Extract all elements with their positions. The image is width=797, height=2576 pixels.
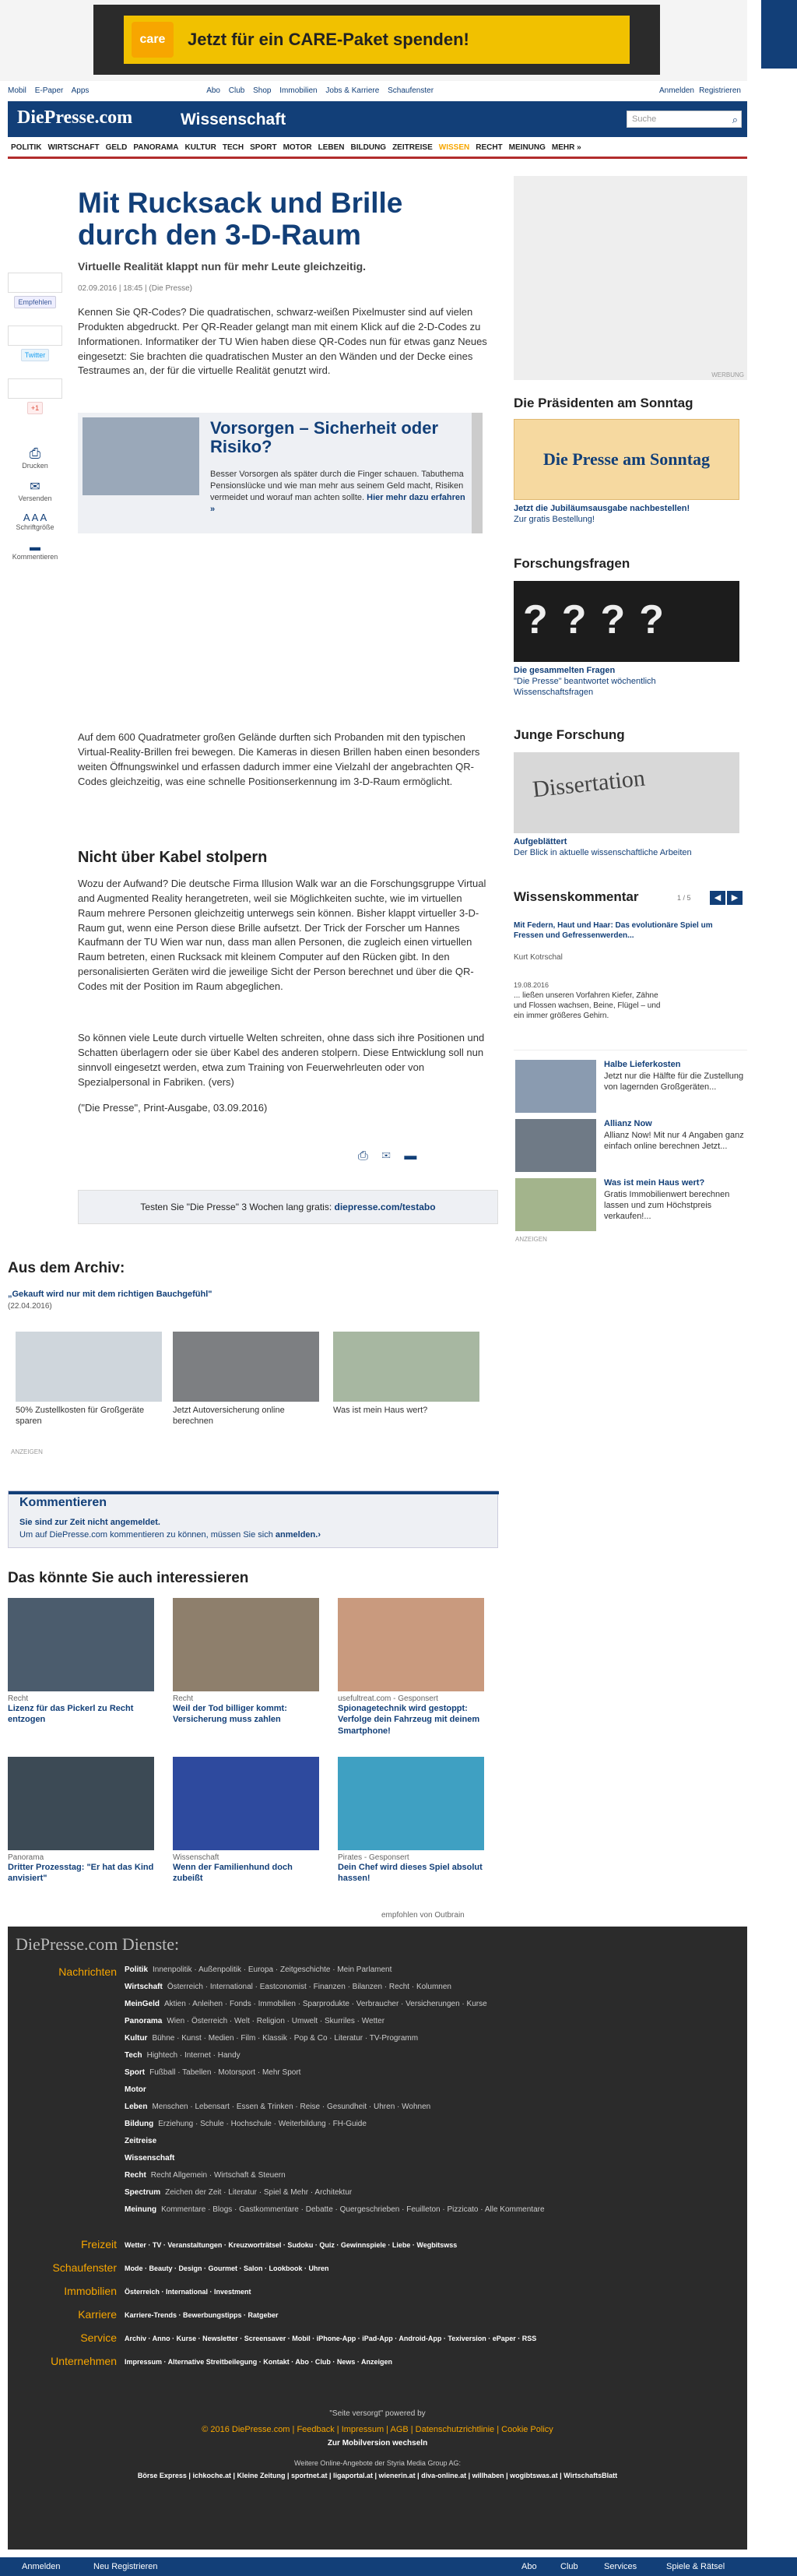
category-nav <box>8 140 747 159</box>
footer-row[interactable] <box>125 2068 300 2077</box>
article-headline: Mit Rucksack und Brille durch den 3-D-Raum <box>78 187 403 252</box>
print-icon[interactable]: ⎙ <box>29 445 41 461</box>
fontsize-icon[interactable]: A A A <box>23 512 47 523</box>
junge-link[interactable]: Aufgeblättert <box>514 837 567 846</box>
footer-row[interactable] <box>125 2137 161 2145</box>
ad-text: Gratis Immobilienwert berechnen lassen und zum Höchstpreis verkaufen!... <box>604 1190 730 1222</box>
footer-section-label: Karriere <box>78 2308 117 2321</box>
card-title[interactable]: Wenn der Familienhund doch zubeißt <box>173 1863 293 1884</box>
sidebar-ad-item[interactable] <box>514 1177 747 1233</box>
article-meta <box>78 284 192 293</box>
footer-row-head[interactable]: Sport <box>125 2068 146 2077</box>
nav-apps[interactable]: Apps <box>71 86 90 95</box>
nav-shop[interactable]: Shop <box>253 86 272 95</box>
sidebar-ad-item[interactable] <box>514 1117 747 1174</box>
junge-image-text: Dissertation <box>531 765 647 803</box>
card-category: Panorama <box>8 1853 44 1862</box>
card-title[interactable]: Was ist mein Haus wert? <box>333 1406 428 1415</box>
wk-date: 19.08.2016 <box>514 981 549 989</box>
test-link[interactable]: diepresse.com/testabo <box>334 1202 436 1212</box>
footer-section-items[interactable]: Archiv · Anno · Kurse · Newsletter · Screensaver · Mobil · iPhone-App · iPad-App · Android-App · Texiversion · ePaper · RSS <box>125 2335 537 2342</box>
section-title[interactable]: Wissenschaft <box>181 111 286 128</box>
versenden-label[interactable]: Versenden <box>18 494 52 502</box>
card-title[interactable]: Weil der Tod billiger kommt: Versicherung muss zahlen <box>173 1704 287 1725</box>
card-category: Recht <box>8 1694 29 1703</box>
footer-row-head[interactable]: Recht <box>125 2171 146 2180</box>
twitter-button[interactable]: Twitter <box>21 349 50 361</box>
footer-row[interactable] <box>125 2034 418 2043</box>
footer-styria: Weitere Online-Angebote der Styria Media Group AG: <box>294 2459 461 2467</box>
footer-section-items[interactable]: Karriere-Trends · Bewerbungstipps · Ratgeber <box>125 2311 279 2319</box>
archive-link[interactable]: „Gekauft wird nur mit dem richtigen Bauchgefühl" <box>8 1290 212 1299</box>
footer-section-items[interactable]: Österreich · International · Investment <box>125 2288 251 2296</box>
card-image <box>333 1332 479 1402</box>
care-logo: care <box>132 22 174 58</box>
promo-image <box>83 417 199 495</box>
card-title[interactable]: Spionagetechnik wird gestoppt: Verfolge dein Fahrzeug mit deinem Smartphone! <box>338 1704 480 1736</box>
card-title[interactable]: 50% Zustellkosten für Großgeräte sparen <box>16 1406 145 1427</box>
ad-image <box>515 1060 596 1113</box>
archive-card[interactable] <box>173 1332 319 1427</box>
promo-body: Besser Vorsorgen als später durch die Finger schauen. Tabuthema Pensionslücke und wie man mehr aus seinem Geld macht, Risiken vermeidet und worauf man achten sollte. <box>210 470 464 502</box>
archive-title: Aus dem Archiv: <box>8 1260 125 1276</box>
site-logo[interactable]: DiePresse.com <box>17 107 133 128</box>
drucken-label[interactable]: Drucken <box>22 462 48 470</box>
forschungsfragen-link[interactable]: Die gesammelten Fragen <box>514 666 616 675</box>
footer-styria-list[interactable]: Börse Express | ichkoche.at | Kleine Zeitung | sportnet.at | ligaportal.at | wienerin.at | diva-online.at | willhaben | wogibtswas.at | WirtschaftsBlatt <box>137 2472 618 2479</box>
card-image <box>338 1598 484 1691</box>
facebook-count <box>8 273 62 293</box>
ads-label: ANZEIGEN <box>11 1448 43 1455</box>
article-date: 02.09.2016 | 18:45 | <box>78 284 147 293</box>
card-category: Wissenschaft <box>173 1853 219 1862</box>
praesidenten-link2[interactable]: Zur gratis Bestellung! <box>514 515 595 524</box>
footer-row-items[interactable]: Innenpolitik · Außenpolitik · Europa · Zeitgeschichte · Mein Parlament <box>153 1965 392 1974</box>
footer-row-head[interactable]: Bildung <box>125 2120 154 2128</box>
footer-row-head[interactable]: Spectrum <box>125 2188 161 2197</box>
sidebar-ad-item[interactable] <box>514 1058 747 1114</box>
ad-title[interactable]: Was ist mein Haus wert? <box>604 1178 705 1188</box>
article-subhead: Nicht über Kabel stolpern <box>78 849 268 866</box>
footer-section-items[interactable]: Wetter · TV · Veranstaltungen · Kreuzworträtsel · Sudoku · Quiz · Gewinnspiele · Liebe · Wegbitswss <box>125 2241 458 2249</box>
footer-row[interactable] <box>125 2103 430 2111</box>
card-title[interactable]: Jetzt Autoversicherung online berechnen <box>173 1406 285 1427</box>
card-image <box>8 1598 154 1691</box>
footer-row[interactable] <box>125 2188 352 2197</box>
ad-text: Jetzt für ein CARE-Paket spenden! <box>188 30 469 49</box>
article-paragraph: Auf dem 600 Quadratmeter großen Gelände durften sich Probanden mit den typischen Virtual-Reality-Brillen frei bewegen. Die Kameras in diesen Brillen haben einen besonders weiten Öffnungswinkel und erfassen dadurch immer eine Vielzahl der angebrachten QR-Codes gleichzeitig, was eine schnelle Positionserkennung im 3-D-Raum ermöglicht. <box>78 731 480 787</box>
footer-row-head[interactable]: Leben <box>125 2103 148 2111</box>
footer-row-items[interactable]: Menschen · Lebensart · Essen & Trinken · Reise · Gesundheit · Uhren · Wohnen <box>152 2103 431 2111</box>
mail-icon[interactable]: ✉ <box>30 480 40 494</box>
category-meinung[interactable]: MEINUNG <box>508 143 546 152</box>
interest-card[interactable] <box>8 1757 154 1884</box>
footer-row-head[interactable]: Wissenschaft <box>125 2154 175 2163</box>
article-paragraph: Kennen Sie QR-Codes? Die quadratischen, schwarz-weißen Pixelmuster sind auf vielen Produkten abgedruckt. Per QR-Reader gelangt man mit einem Klick auf die 2-D-Codes zu Informationen. Informatiker der TU Wien haben diese QR-Codes nun für etwas ganz Neues eingesetzt: Sie brachten die quadratischen Muster an den Wänden und der Decke eines Testraumes an, der für die virtuelle Realität genutzt wird. <box>78 306 487 377</box>
bottom-club[interactable]: Club <box>560 2562 578 2571</box>
footer-row[interactable] <box>125 2154 179 2163</box>
praesidenten-link[interactable]: Jetzt die Jubiläumsausgabe nachbestellen! <box>514 504 690 513</box>
article-actions <box>358 1149 416 1163</box>
footer-row[interactable] <box>125 2017 384 2025</box>
category-motor[interactable]: MOTOR <box>283 143 312 152</box>
footer-row-items[interactable]: Österreich · International · Eastconomist · Finanzen · Bilanzen · Recht · Kolumnen <box>167 1983 451 1991</box>
brand-bar <box>8 101 747 137</box>
category-recht[interactable]: RECHT <box>476 143 503 152</box>
nav-anmelden[interactable]: Anmelden <box>658 86 694 95</box>
nav-schaufenster[interactable]: Schaufenster <box>388 86 434 95</box>
card-title[interactable]: Dein Chef wird dieses Spiel absolut hassen! <box>338 1863 483 1884</box>
sidebar-title: Junge Forschung <box>514 727 625 742</box>
footer-row[interactable] <box>125 2000 487 2008</box>
footer-row-head[interactable]: Tech <box>125 2051 142 2060</box>
footer-title: DiePresse.com Dienste: <box>16 1934 180 1954</box>
interest-card[interactable] <box>8 1598 154 1726</box>
card-title[interactable]: Lizenz für das Pickerl zu Recht entzogen <box>8 1704 134 1725</box>
bottom-anmelden[interactable]: Anmelden <box>22 2562 61 2571</box>
article-source: (Die Presse) <box>149 284 192 293</box>
category-politik[interactable]: POLITIK <box>11 143 42 152</box>
ad-title[interactable]: Halbe Lieferkosten <box>604 1060 681 1069</box>
sidebar-ads <box>514 1050 747 1243</box>
card-category: usefultreat.com - Gesponsert <box>338 1694 438 1703</box>
forschungsfragen-image[interactable]: ???? <box>514 581 739 662</box>
category-zeitreise[interactable]: ZEITREISE <box>392 143 433 152</box>
category-wissen[interactable]: WISSEN <box>438 143 470 152</box>
bottom-spiele[interactable]: Spiele & Rätsel <box>666 2562 725 2571</box>
care-ad-banner[interactable] <box>93 5 660 75</box>
sidebar-ad[interactable] <box>514 176 747 380</box>
comments-line1: Sie sind zur Zeit nicht angemeldet. <box>19 1518 160 1527</box>
nav-registrieren[interactable]: Registrieren <box>699 86 741 95</box>
footer-row[interactable] <box>125 2085 151 2094</box>
footer-row-items[interactable]: Fußball · Tabellen · Motorsport · Mehr Sport <box>149 2068 301 2077</box>
ad-label: WERBUNG <box>711 371 744 378</box>
category-sport[interactable]: SPORT <box>250 143 277 152</box>
search-placeholder: Suche <box>632 114 657 124</box>
comments-title: Kommentieren <box>19 1496 107 1509</box>
footer-section-label: Service <box>80 2331 117 2344</box>
footer-section-label: Immobilien <box>64 2285 117 2297</box>
wk-text: ... ließen unseren Vorfahren Kiefer, Zähne und Flossen wachsen, Beine, Flügel – und ein immer größeres Gehirn. <box>514 991 661 1020</box>
nav-epaper[interactable]: E-Paper <box>34 86 64 95</box>
nav-mobil[interactable]: Mobil <box>8 86 26 95</box>
footer-section-label: Freizeit <box>81 2238 117 2250</box>
card-category: Pirates - Gesponsert <box>338 1853 409 1862</box>
footer-row-items[interactable]: Kommentare · Blogs · Gastkommentare · Debatte · Quergeschrieben · Feuilleton · Pizzicato · Alle Kommentare <box>161 2205 545 2214</box>
footer-row-head[interactable]: Panorama <box>125 2017 163 2025</box>
promo-title[interactable]: Vorsorgen – Sicherheit oder Risiko? <box>210 418 439 457</box>
category-bildung[interactable]: BILDUNG <box>350 143 387 152</box>
test-text: Testen Sie "Die Presse" 3 Wochen lang gratis: <box>140 1202 332 1212</box>
card-category: Recht <box>173 1694 194 1703</box>
category-panorama[interactable]: PANORAMA <box>133 143 179 152</box>
share-column <box>8 273 62 561</box>
kommentieren-label[interactable]: Kommentieren <box>12 553 58 561</box>
facebook-button[interactable]: Empfehlen <box>14 296 55 308</box>
praesidenten-image[interactable]: Die Presse am Sonntag <box>514 419 739 500</box>
footer-row-head[interactable]: Kultur <box>125 2034 148 2043</box>
bottom-bar <box>0 2557 797 2576</box>
article-paragraph: Wozu der Aufwand? Die deutsche Firma Illusion Walk war an die Forschungsgruppe Virtual and Augmented Reality herangetreten, weil sie Möglichkeiten suchte, wie im virtuellen Raum mehrere Personen gleichzeitig unterwegs sein können. Bisher klappt virtueller 3-D-Raum gut, wenn eine Person diese Brille aufsetzt. Der Trick der Forscher um Hannes Kaufmann der TU Wien war nun, dass man allen Personen, die zugleich einen virtuellen Raum betreten, einen Rucksack mit kleinem Computer auf den Rücken gibt. In den personalisierten Geräten wird die jeweilige Sicht der Person berechnet und über die QR-Codes mit der Position im Raum abgeglichen. <box>78 878 486 992</box>
nav-immobilien[interactable]: Immobilien <box>279 86 318 95</box>
interest-title: Das könnte Sie auch interessieren <box>8 1570 249 1586</box>
wk-link[interactable]: Mit Federn, Haut und Haar: Das evolutionäre Spiel um Fressen und Gefressenwerden... <box>514 921 713 940</box>
footer-row[interactable] <box>125 1965 391 1974</box>
comments-line2-text: Um auf DiePresse.com kommentieren zu können, müssen Sie sich <box>19 1530 273 1540</box>
footer-row-head[interactable]: Politik <box>125 1965 149 1974</box>
footer <box>8 1927 747 2550</box>
archive-card[interactable] <box>333 1332 479 1416</box>
footer-row[interactable] <box>125 2205 545 2214</box>
bottom-services[interactable]: Services <box>604 2562 637 2571</box>
footer-row-head[interactable]: Meinung <box>125 2205 157 2214</box>
card-image <box>338 1757 484 1850</box>
sidebar-title: Wissenskommentar <box>514 889 639 904</box>
twitter-count <box>8 326 62 346</box>
comments-line2 <box>19 1530 321 1540</box>
comments-box <box>8 1490 498 1548</box>
card-image <box>16 1332 162 1402</box>
card-image <box>8 1757 154 1850</box>
footer-section-items[interactable]: Mode · Beauty · Design · Gourmet · Salon · Lookbook · Uhren <box>125 2265 329 2272</box>
footer-row-head[interactable]: Motor <box>125 2085 146 2094</box>
search-icon[interactable]: ⌕ <box>732 114 738 125</box>
sidebar-title: Die Präsidenten am Sonntag <box>514 396 693 410</box>
ads-label: ANZEIGEN <box>515 1236 547 1243</box>
interest-card[interactable] <box>173 1757 319 1884</box>
interest-card[interactable] <box>338 1598 484 1737</box>
footer-row-head[interactable]: Wirtschaft <box>125 1983 163 1991</box>
nav-club[interactable]: Club <box>228 86 245 95</box>
comment-icon[interactable]: ▬ <box>404 1149 417 1163</box>
next-arrow-icon[interactable]: ▶ <box>727 891 743 905</box>
footer-row[interactable] <box>125 2171 286 2180</box>
category-geld[interactable]: GELD <box>105 143 128 152</box>
bottom-registrieren[interactable]: Neu Registrieren <box>93 2562 158 2571</box>
category-kultur[interactable]: KULTUR <box>184 143 216 152</box>
footer-row-head[interactable]: Zeitreise <box>125 2137 157 2145</box>
ad-image <box>515 1119 596 1172</box>
ad-title[interactable]: Allianz Now <box>604 1119 652 1128</box>
promo-box[interactable] <box>78 413 483 533</box>
ad-image <box>515 1178 596 1231</box>
forschungsfragen-text: "Die Presse" beantwortet wöchentlich Wissenschaftsfragen <box>514 677 656 698</box>
category-wirtschaft[interactable]: WIRTSCHAFT <box>47 143 100 152</box>
comments-bar <box>9 1491 499 1494</box>
footer-row-items[interactable]: Recht Allgemein · Wirtschaft & Steuern <box>150 2171 286 2180</box>
article-paragraph: So können viele Leute durch virtuelle Welten schreiten, ohne dass sich ihre Positionen und Schatten überlagern oder sie über Kabel des anderen stolpern. Diese Entwicklung soll nun sinnvoll eingesetzt werden, etwa zum Training von Feuerwehrleuten oder von Spezialpersonal in Fabriken. (vers) <box>78 1032 485 1088</box>
category-mehr[interactable]: MEHR » <box>551 143 581 152</box>
footer-mobile-link[interactable]: Zur Mobilversion wechseln <box>327 2439 428 2448</box>
nav-jobs[interactable]: Jobs & Karriere <box>325 86 380 95</box>
archive-date: (22.04.2016) <box>8 1302 52 1311</box>
outbrain-label[interactable]: empfohlen von Outbrain <box>381 1911 465 1920</box>
footer-row-items[interactable]: Zeichen der Zeit · Literatur · Spiel & Mehr · Architektur <box>165 2188 353 2197</box>
nav-abo[interactable]: Abo <box>206 86 220 95</box>
junge-text: Der Blick in aktuelle wissenschaftliche Arbeiten <box>514 848 692 857</box>
print-icon[interactable]: ⎙ <box>358 1149 368 1163</box>
footer-copyright[interactable]: © 2016 DiePresse.com | Feedback | Impressum | AGB | Datenschutzrichtlinie | Cookie Policy <box>202 2425 553 2434</box>
gplus-button[interactable]: +1 <box>27 402 43 414</box>
card-title[interactable]: Dritter Prozesstag: "Er hat das Kind anvisiert" <box>8 1863 154 1884</box>
bottom-abo[interactable]: Abo <box>521 2562 537 2571</box>
prev-arrow-icon[interactable]: ◀ <box>710 891 725 905</box>
footer-section-label: Unternehmen <box>51 2355 117 2367</box>
schriftgroesse-label[interactable]: Schriftgröße <box>16 523 54 531</box>
wk-author: Kurt Kotrschal <box>514 953 563 962</box>
footer-section-items[interactable]: Impressum · Alternative Streitbeilegung · Kontakt · Abo · Club · News · Anzeigen <box>125 2358 393 2366</box>
top-nav <box>8 86 747 95</box>
ad-text: Jetzt nur die Hälfte für die Zustellung von lagernden Großgeräten... <box>604 1072 744 1093</box>
footer-section-label: Schaufenster <box>52 2261 117 2274</box>
footer-row[interactable] <box>125 2051 241 2060</box>
mail-icon[interactable]: ✉ <box>381 1149 391 1163</box>
footer-row-items[interactable]: Hightech · Internet · Handy <box>146 2051 241 2060</box>
promo-text <box>210 469 467 515</box>
card-image <box>173 1332 319 1402</box>
footer-row-items[interactable]: Bühne · Kunst · Medien · Film · Klassik · Pop & Co · Literatur · TV-Programm <box>152 2034 419 2043</box>
test-abo-box <box>78 1190 498 1224</box>
footer-row-items[interactable]: Aktien · Anleihen · Fonds · Immobilien · Sparprodukte · Verbraucher · Versicherungen · Kurse <box>164 2000 487 2008</box>
footer-row[interactable] <box>125 1983 451 1991</box>
junge-image[interactable] <box>514 752 739 833</box>
sidebar-title: Forschungsfragen <box>514 556 630 571</box>
wk-arrows <box>708 891 743 905</box>
footer-row-items[interactable]: Erziehung · Schule · Hochschule · Weiterbildung · FH-Guide <box>158 2120 367 2128</box>
category-tech[interactable]: TECH <box>222 143 244 152</box>
ad-text: Allianz Now! Mit nur 4 Angaben ganz einfach online berechnen Jetzt... <box>604 1131 744 1152</box>
side-accent <box>761 0 797 69</box>
interest-card[interactable] <box>338 1757 484 1884</box>
promo-link[interactable]: Hier mehr dazu erfahren » <box>210 492 465 514</box>
search-input[interactable] <box>627 111 742 128</box>
wk-pager: 1 / 5 <box>677 894 691 902</box>
card-image <box>173 1757 319 1850</box>
article-paragraph: ("Die Presse", Print-Ausgabe, 03.09.2016) <box>78 1102 268 1114</box>
card-image <box>173 1598 319 1691</box>
footer-row-head[interactable]: MeinGeld <box>125 2000 160 2008</box>
footer-row-items[interactable]: Wien · Österreich · Welt · Religion · Umwelt · Skurriles · Wetter <box>167 2017 385 2025</box>
archive-card[interactable] <box>16 1332 162 1427</box>
comment-icon[interactable]: ▬ <box>30 540 40 553</box>
footer-section-label: Nachrichten <box>58 1965 117 1978</box>
login-link[interactable]: anmelden.› <box>275 1530 321 1540</box>
interest-card[interactable] <box>173 1598 319 1726</box>
gplus-count <box>8 378 62 399</box>
category-leben[interactable]: LEBEN <box>318 143 345 152</box>
footer-powered: "Seite versorgt" powered by <box>329 2409 426 2418</box>
footer-row[interactable] <box>125 2120 367 2128</box>
article-teaser: Virtuelle Realität klappt nun für mehr Leute gleichzeitig. <box>78 260 367 273</box>
